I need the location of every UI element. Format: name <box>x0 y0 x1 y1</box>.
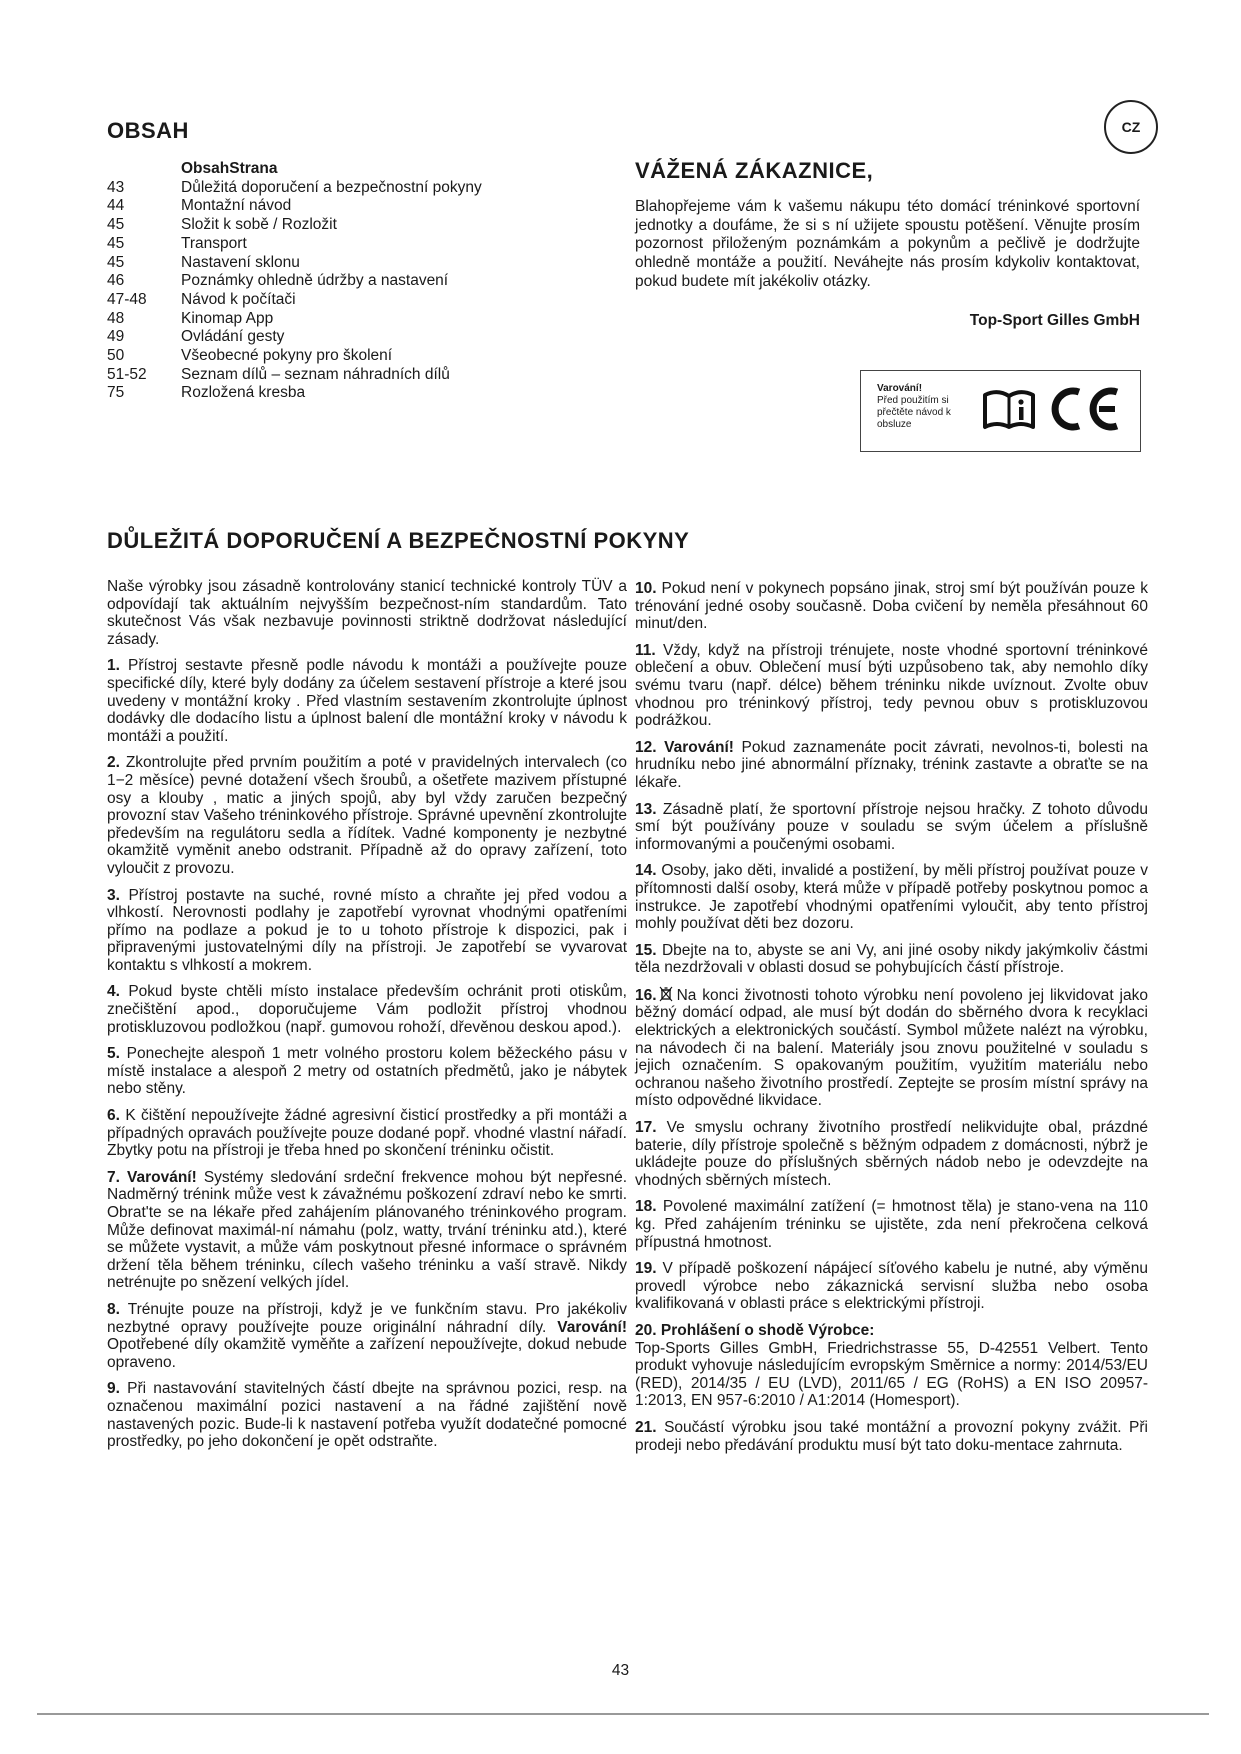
toc-title: Ovládání gesty <box>181 328 285 346</box>
toc-page: 50 <box>107 347 125 365</box>
toc-title: Kinomap App <box>181 309 274 327</box>
safety-item-5: 5. Ponechejte alespoň 1 metr volného prostoru kolem běžeckého pásu v místě instalace a alespoň 2 metry od ostatních předmětů, jako je nábytek nebo stěny. <box>107 1045 627 1098</box>
toc-item <box>107 310 482 329</box>
safety-item-18: 18. Povolené maximální zatížení (= hmotnost těla) je stano-vena na 110 kg. Před zahájením tréninku se ujistěte, zda není překročena celková přípustná hmotnost. <box>635 1198 1148 1251</box>
toc-header-row <box>107 160 482 179</box>
toc-page: 46 <box>107 272 125 290</box>
toc-page: 75 <box>107 384 125 402</box>
toc-item <box>107 291 482 310</box>
greeting-heading: VÁŽENÁ ZÁKAZNICE, <box>635 158 874 183</box>
safety-item-1: 1. Přístroj sestavte přesně podle návodu k montáži a používejte pouze specifické díly, které byly dodány za účelem sestavení přístroje a které jsou uvedeny v montážní kroky . Před vlastním sestavením zkontrolujte úplnost dodávky dle dodacího listu a úplnost balení dle montážní kroky v návodu k montáži a použití. <box>107 657 627 745</box>
safety-item-20: 20. Prohlášení o shodě Výrobce: Top-Sports Gilles GmbH, Friedrichstrasse 55, D-42551 Velbert. Tento produkt vyhovuje následujícím evropským Směrnice a normy: 2014/53/EU (RED), 2014/35 / EU (LVD), 2011/65 / EG (RoHS) a EN ISO 20957-1:2013, EN 957-6:2010 / A1:2014 (Homesport). <box>635 1321 1148 1410</box>
toc-title: Nastavení sklonu <box>181 253 300 271</box>
safety-item-16: 16. Na konci životnosti tohoto výrobku není povoleno jej likvidovat jako běžný domácí odpad, ale musí být dodán do sběrného dvora k recyklaci elektrických a elektronických součástí. Symbol můžete nalézt na výrobku, na návodech či na balení. Materiály jsou znovu použitelné v souladu s jejich označením. S opakovaným použitím, využitím materiálu nebo ochranou našeho životního prostředí. Zeptejte se prosím místní správy na místo odpovědné likvidace. <box>635 986 1148 1110</box>
toc-page: 45 <box>107 216 125 234</box>
warning-box <box>860 370 1141 452</box>
safety-item-6: 6. K čištění nepoužívejte žádné agresivní čisticí prostředky a při montáži a případných opravách používejte pouze dodané popř. vhodné vlastní nářadí. Zbytky potu na přístroji je třeba hned po skončení tréninku očistit. <box>107 1107 627 1160</box>
safety-item-13: 13. Zásadně platí, že sportovní přístroje nejsou hračky. Z tohoto důvodu smí být používány pouze v souladu se svým účelem a příslušně informovanými a poučenými osobami. <box>635 800 1148 853</box>
safety-item-12: 12. Varování! Pokud zaznamenáte pocit závrati, nevolnos-ti, bolesti na hrudníku nebo jiné abnormální příznaky, trénink zastavte a obraťte se na lékaře. <box>635 738 1148 791</box>
toc-title: Všeobecné pokyny pro školení <box>181 347 393 365</box>
toc-item <box>107 216 482 235</box>
toc-page: 51-52 <box>107 365 147 383</box>
toc-item <box>107 384 482 403</box>
toc-title: Složit k sobě / Rozložit <box>181 216 337 234</box>
safety-heading: DŮLEŽITÁ DOPORUČENÍ A BEZPEČNOSTNÍ POKYNY <box>107 528 690 553</box>
warning-word: Varování! <box>127 1168 197 1186</box>
toc-item <box>107 272 482 291</box>
manual-book-icon <box>981 387 1037 431</box>
toc-item <box>107 328 482 347</box>
table-of-contents <box>107 160 482 403</box>
bottom-divider <box>37 1713 1209 1715</box>
toc-page: 45 <box>107 253 125 271</box>
toc-column-header: ObsahStrana <box>181 160 278 177</box>
toc-page: 48 <box>107 309 125 327</box>
toc-title: Důležitá doporučení a bezpečnostní pokyny <box>181 178 482 196</box>
toc-title: Rozložená kresba <box>181 384 306 402</box>
toc-item <box>107 254 482 273</box>
toc-page: 49 <box>107 328 125 346</box>
toc-page: 47-48 <box>107 290 147 308</box>
toc-title: Transport <box>181 234 247 252</box>
safety-item-8: 8. Trénujte pouze na přístroji, když je ve funkčním stavu. Pro jakékoliv nezbytné opravy používejte pouze originální náhradní díly. Varování! Opotřebené díly okamžitě vyměňte a zařízení nepoužívejte, dokud nebude opraveno. <box>107 1300 627 1371</box>
toc-title: Poznámky ohledně údržby a nastavení <box>181 272 449 290</box>
warning-title: Varování! <box>877 383 923 394</box>
toc-item <box>107 366 482 385</box>
toc-item <box>107 235 482 254</box>
safety-item-21: 21. Součástí výrobku jsou také montážní a provozní pokyny zvážit. Při prodeji nebo předávání produktu musí být tato doku-mentace zahrnuta. <box>635 1418 1148 1454</box>
ce-mark-icon <box>1047 385 1125 433</box>
safety-item-14: 14. Osoby, jako děti, invalidé a postižení, by měli přístroj používat pouze v přítomnosti další osoby, která může v případě potřeby poskytnou pomoc a instrukce. Je zapotřebí vhodnými opatřeními vyloučit, aby tento přístroj mohly používat děti bez dozoru. <box>635 862 1148 933</box>
safety-item-2: 2. Zkontrolujte před prvním použitím a poté v pravidelných intervalech (co 1−2 měsíce) pevné dotažení všech šroubů, a ošetřete mazivem přístupné osy a klouby , matic a jiných spojů, aby byl vždy zaručen bezpečný provozní stav Vašeho tréninkového přístroje. Správné upevnění zkontrolujte především na regulátoru sedla a řídítek. Vadné komponenty je nezbytné okamžitě vyměnit anebo odstranit. Případně až do opravy zařízení, toto vyloučit z provozu. <box>107 754 627 877</box>
safety-item-9: 9. Při nastavování stavitelných částí dbejte na správnou pozici, resp. na označenou maximální pozici nastavení a na řádné zajištění nově nastavených pozic. Bude-li k nastavení potřeba využít dodatečné pomocné prostředky, po jeho dokončení je opět odstraňte. <box>107 1380 627 1451</box>
company-name: Top-Sport Gilles GmbH <box>969 312 1140 329</box>
toc-page: 43 <box>107 178 125 196</box>
safety-item-4: 4. Pokud byste chtěli místo instalace především ochránit proti otiskům, znečištění apod., doporučujeme Vám podložit přístroj vhodnou protiskluzovou podložkou (např. gumovou rohoží, dřevěnou deskou apod.). <box>107 983 627 1036</box>
toc-page: 44 <box>107 197 125 215</box>
language-badge: CZ <box>1104 100 1158 154</box>
safety-item-15: 15. Dbejte na to, abyste se ani Vy, ani jiné osoby nikdy jakýmkoliv částmi těla nezdržovali v oblasti dosud se pohybujících částí přístroje. <box>635 941 1148 977</box>
safety-item-3: 3. Přístroj postavte na suché, rovné místo a chraňte jej před vodou a vlhkostí. Nerovnosti podlahy je zapotřebí vyrovnat vhodnými opatřeními přímo na podlaze a pokud je to u tohoto přístroje k dispozici, pak i připravenými justovatelnými díly na přístroji. Je zapotřebí se vyvarovat kontaktu s vlhkostí a mokrem. <box>107 886 627 974</box>
safety-column-right <box>635 580 1148 1463</box>
declaration-heading: 20. Prohlášení o shodě Výrobce: <box>635 1321 875 1339</box>
toc-item <box>107 347 482 366</box>
toc-title: Seznam dílů – seznam náhradních dílů <box>181 365 450 383</box>
safety-item-10: 10. Pokud není v pokynech popsáno jinak, stroj smí být používán pouze k trénování jedné osoby současně. Doba cvičení by neměla přesáhnout 60 minut/den. <box>635 580 1148 633</box>
toc-title: Montažní návod <box>181 197 292 215</box>
toc-heading: OBSAH <box>107 118 189 143</box>
safety-item-17: 17. Ve smyslu ochrany životního prostředí nelikvidujte obal, prázdné baterie, díly přístroje společně s běžným odpadem z domácnosti, nýbrž je ukládejte pouze do příslušných sběrných nádob nebo je odevzdejte na vhodných sběrných místech. <box>635 1119 1148 1189</box>
warning-word: Varování! <box>664 738 734 756</box>
toc-page: 45 <box>107 234 125 252</box>
page-number: 43 <box>611 1662 630 1679</box>
toc-item <box>107 197 482 216</box>
safety-item-7: 7. Varování! Systémy sledování srdeční frekvence mohou být nepřesné. Nadměrný trénink může vest k závažnému poškození zdraví nebo ke smrti. Obrat'te se na lékaře před zahájením plánovaného tréninkového program. Může definovat maximál-ní námahu (polz, watty, trvání tréninku atd.), které se můžete vystavit, a může vám poskytnout přesné informace o správném držení těla během tréninku, cílech vašeho tréninku a vaší stravě. Nikdy netrénujte po snězení velkých jídel. <box>107 1168 627 1292</box>
toc-title: Návod k počítači <box>181 290 296 308</box>
warning-label <box>877 383 977 431</box>
safety-intro: Naše výrobky jsou zásadně kontrolovány stanicí technické kontroly TÜV a odpovídají tak aktuálním nejvyšším bezpečnost-ním standardům. Tato skutečnost Vás však nezbavuje povinnosti striktně dodržovat následující zásady. <box>107 578 627 648</box>
safety-column-left <box>107 578 627 1460</box>
safety-item-11: 11. Vždy, když na přístroji trénujete, noste vhodné sportovní tréninkové oblečení a obuv. Oblečení musí býti uzpůsobeno tak, aby nemohlo díky svému tvaru (např. délce) během tréninku nikde uvíznout. Zvolte obuv vhodnou pro tréninkový přístroj, tedy pevnou obuv s protiskluzovou podrážkou. <box>635 641 1148 730</box>
warning-text: Před použitím si přečtěte návod k obsluze <box>877 395 951 430</box>
greeting-text: Blahopřejeme vám k vašemu nákupu této domácí tréninkové sportovní jednotky a doufáme, že si s ní užijete spoustu potěšení. Věnujte prosím pozornost přiloženým poznámkám a pokynům a pečlivě je dodržujte ohledně montáže a použití. Neváhejte nás prosím kdykoliv kontaktovat, pokud budete mít jakékoliv otázky. <box>635 198 1140 290</box>
warning-word: Varování! <box>557 1318 627 1336</box>
crossed-bin-icon <box>659 986 673 1002</box>
safety-item-19: 19. V případě poškození nápájecí síťového kabelu je nutné, aby výměnu provedl výrobce nebo zákaznická servisní služba nebo osoba kvalifikovaná v oblasti práce s elektrickými přístroji. <box>635 1260 1149 1313</box>
toc-item <box>107 179 482 198</box>
